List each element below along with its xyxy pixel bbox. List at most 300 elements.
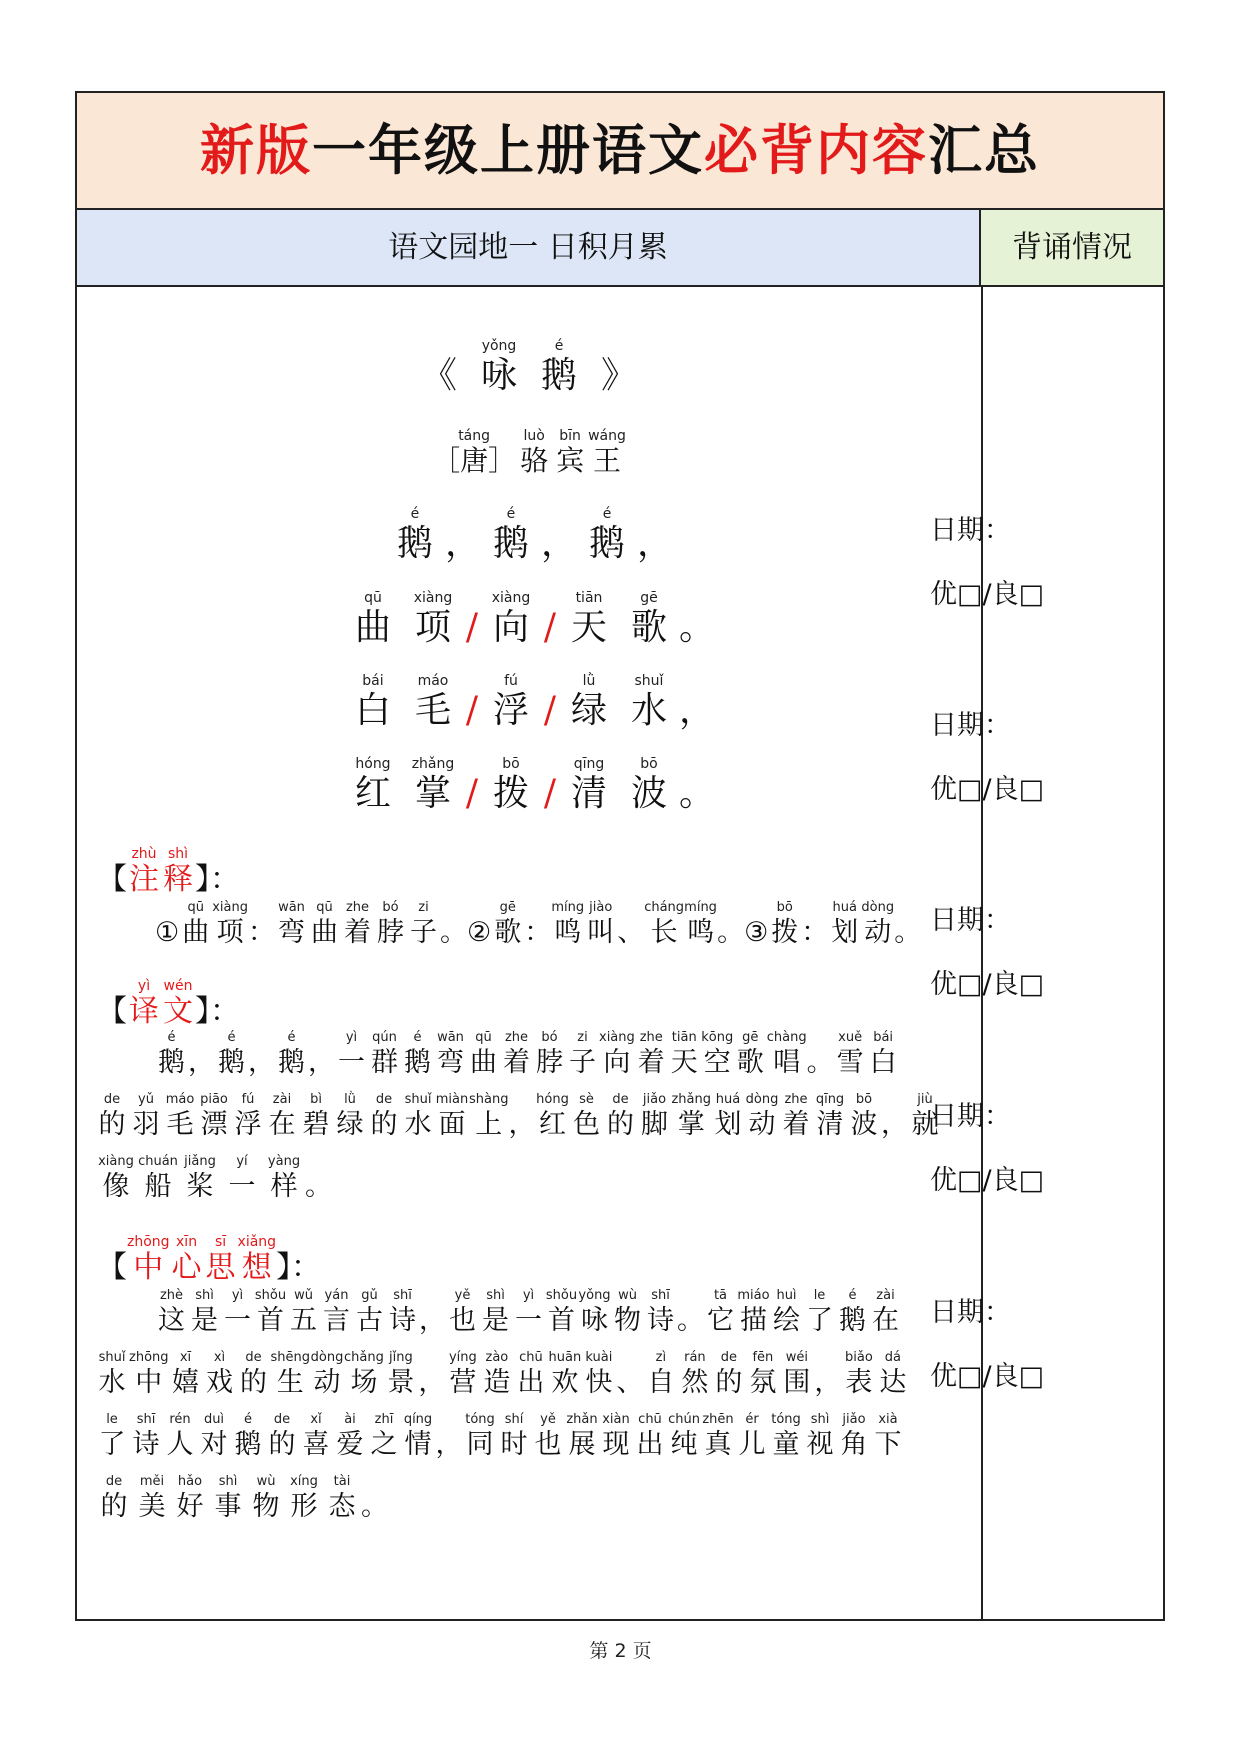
punctuation [248,1029,275,1078]
hanzi: 现 [602,1429,630,1460]
pinyin: xiàng [212,900,248,915]
punctuation [188,1029,215,1078]
pinyin: bō [855,1092,873,1107]
pinyin: wǔ [294,1288,313,1303]
hanzi: 漂 [200,1109,228,1140]
pinyin: chàng [766,1030,807,1045]
hanzi: 五 [290,1305,317,1336]
pinyin: zhōng [127,1234,170,1250]
hanzi-with-pinyin [401,1091,435,1140]
hanzi: 诗 [132,1429,160,1460]
theme-line-2 [95,1349,910,1398]
hanzi: 项 [216,917,244,948]
hanzi: 真 [704,1429,732,1460]
hanzi: 也 [534,1429,562,1460]
hanzi: 水 [404,1109,432,1140]
hanzi: 古 [356,1305,383,1336]
punctuation [717,899,744,948]
pinyin: zi [577,1030,588,1045]
pinyin: é [554,338,564,354]
hanzi-with-pinyin [611,1287,644,1336]
hanzi: 。 [305,1171,332,1202]
pinyin: shī [651,1288,670,1303]
hanzi: 言 [323,1305,350,1336]
hanzi-with-pinyin [221,1287,254,1336]
pinyin: kōng [701,1030,734,1045]
pause-slash [463,672,481,731]
hanzi: 。 [678,607,715,648]
hanzi-with-pinyin [746,1349,780,1398]
hanzi-with-pinyin [197,1091,231,1140]
hanzi-with-pinyin [565,1411,599,1460]
hanzi-with-pinyin [745,1091,779,1140]
hanzi-with-pinyin [619,672,679,731]
pinyin: táng [458,428,491,444]
hanzi-with-pinyin [481,755,541,814]
hanzi: 文 [163,994,193,1029]
translation-line-3 [95,1153,332,1202]
pinyin: zhe [504,1030,529,1045]
hanzi: 鹅 [492,523,529,564]
hanzi-with-pinyin [529,337,589,396]
hanzi: 儿 [738,1429,766,1460]
hanzi-with-pinyin [481,589,541,648]
hanzi-with-pinyin [343,755,403,814]
page-number: 第 2 页 [589,1640,652,1662]
hanzi: 鹅 [404,1047,431,1078]
bracket-text: 》 [600,355,637,396]
hanzi-with-pinyin [599,1411,633,1460]
hanzi: ： [247,917,275,948]
hanzi-with-pinyin [619,589,679,648]
hanzi: 骆 [520,444,549,477]
hanzi-with-pinyin [367,1091,401,1140]
hanzi: 毛 [166,1109,194,1140]
hanzi-with-pinyin [678,1349,712,1398]
punctuation [894,899,921,948]
pinyin: qīng [573,756,605,772]
pinyin: de [612,1092,629,1107]
pinyin: máo [417,673,449,689]
hanzi: 曲 [470,1047,497,1078]
hanzi: 自 [647,1367,675,1398]
hanzi: 思 [205,1250,236,1285]
pinyin: luò [523,428,545,444]
hanzi: 桨 [186,1171,214,1202]
pinyin: tiān [575,590,603,606]
hanzi: ① [155,917,180,948]
hanzi-with-pinyin [170,1233,204,1286]
hanzi: ， [248,1047,275,1078]
hanzi: 然 [681,1367,709,1398]
punctuation [440,899,467,948]
pinyin: wān [437,1030,464,1045]
hanzi-with-pinyin [847,1091,881,1140]
pinyin: chuán [138,1154,178,1169]
title-part-1: 新版 [200,119,312,182]
hanzi: 时 [500,1429,528,1460]
record-date-label: 日期： [930,1297,1011,1328]
hanzi-with-pinyin [215,1029,248,1078]
punctuation [637,505,673,564]
hanzi-with-pinyin [231,1091,265,1140]
pause-slash [463,755,481,814]
hanzi-with-pinyin [834,1029,867,1078]
hanzi: 嬉 [172,1367,200,1398]
hanzi: 首 [257,1305,284,1336]
pinyin: fú [241,1092,255,1107]
hanzi-with-pinyin [871,1411,905,1460]
hanzi: 达 [879,1367,907,1398]
hanzi: 鹅 [839,1305,866,1336]
pinyin: zài [272,1092,292,1107]
hanzi-with-pinyin [197,1411,231,1460]
pinyin: zhe [345,900,370,915]
hanzi-with-pinyin [633,1411,667,1460]
hanzi: 向 [603,1047,631,1078]
hanzi: 雪 [836,1047,864,1078]
hanzi-with-pinyin [209,1473,247,1522]
hanzi: 曲 [310,917,338,948]
section-title: 语文园地一 日积月累 [77,210,981,287]
hanzi: ， [419,1305,446,1336]
pinyin: jiǎng [184,1154,216,1169]
hanzi-with-pinyin [129,1411,163,1460]
hanzi-with-pinyin [265,1091,299,1140]
hanzi: 清 [816,1109,844,1140]
record-grade-checkboxes[interactable]: 优□/良□ [930,579,1045,610]
hanzi-with-pinyin [735,1411,769,1460]
hanzi-with-pinyin [711,1091,745,1140]
pinyin: yí [236,1154,248,1169]
hanzi: 咏 [480,355,517,396]
hanzi-with-pinyin [155,1029,188,1078]
pinyin: é [848,1288,857,1303]
translation-line-1 [155,1029,900,1078]
pinyin: zì [655,1350,667,1365]
hanzi-with-pinyin [333,1411,367,1460]
hanzi: 鸣 [554,917,582,948]
hanzi: 营 [449,1367,477,1398]
hanzi: 。 [677,1305,704,1336]
pinyin: yǒng [481,338,517,354]
hanzi: 绿 [570,690,607,731]
hanzi: 的 [240,1367,268,1398]
translation-heading [97,977,240,1030]
punctuation [744,899,768,948]
bracket [97,1233,127,1286]
poem-line4 [77,755,981,814]
hanzi: 上 [475,1109,503,1140]
hanzi: 红 [354,773,391,814]
hanzi-with-pinyin [95,1411,129,1460]
hanzi: 曲 [182,917,210,948]
hanzi-with-pinyin [308,899,341,948]
pinyin: shì [167,846,189,862]
hanzi-with-pinyin [481,672,541,731]
pinyin: qū [316,900,333,915]
hanzi: 的 [98,1109,126,1140]
hanzi-with-pinyin [803,1411,837,1460]
hanzi: 。 [361,1491,388,1522]
hanzi-with-pinyin [127,1233,170,1286]
theme-line-1 [155,1287,902,1336]
record-grade-checkboxes[interactable]: 优□/良□ [930,1361,1045,1392]
hanzi-with-pinyin [254,1287,287,1336]
hanzi-with-pinyin [712,1349,746,1398]
hanzi: 色 [572,1109,600,1140]
hanzi: 译 [129,994,159,1029]
hanzi: 一 [338,1047,365,1078]
hanzi: 毛 [414,690,451,731]
hanzi-with-pinyin [129,1349,169,1398]
pinyin: lǜ [344,1092,356,1107]
hanzi-with-pinyin [127,845,161,898]
punctuation [807,1029,834,1078]
hanzi: 波 [850,1109,878,1140]
punctuation [524,899,551,948]
punctuation [679,672,715,731]
hanzi: ， [308,1047,335,1078]
hanzi: 浮 [492,690,529,731]
hanzi: 拨 [771,917,799,948]
hanzi: 是 [191,1305,218,1336]
bracket [195,977,240,1030]
hanzi: 展 [568,1429,596,1460]
hanzi-with-pinyin [343,672,403,731]
hanzi-with-pinyin [335,1029,368,1078]
hanzi-with-pinyin [171,1473,209,1522]
hanzi: 脚 [640,1109,668,1140]
hanzi: 的 [100,1491,128,1522]
pause-slash [541,755,559,814]
pinyin: yǔ [138,1092,154,1107]
hanzi-with-pinyin [163,1091,197,1140]
pinyin: bì [310,1092,322,1107]
pinyin: hóng [536,1092,569,1107]
hanzi-with-pinyin [137,1153,179,1202]
hanzi-with-pinyin [469,337,529,396]
hanzi: ， [540,523,577,564]
hanzi-with-pinyin [238,1233,277,1286]
pinyin: qū [187,900,204,915]
hanzi-with-pinyin [481,505,541,564]
pinyin: de [105,1474,123,1489]
record-date-label: 日期： [930,1101,1011,1132]
record-grade-checkboxes[interactable]: 优□/良□ [930,1165,1045,1196]
punctuation [361,1473,388,1522]
pinyin: jiǎo [642,1092,667,1107]
hanzi: 天 [670,1047,698,1078]
hanzi: ： [524,917,552,948]
hanzi-with-pinyin [247,1473,285,1522]
title-part-3: 必背内容 [704,119,928,182]
hanzi: 水 [630,690,667,731]
pinyin: zào [485,1350,509,1365]
hanzi-with-pinyin [403,589,463,648]
punctuation [418,1349,446,1398]
pinyin: měi [139,1474,165,1489]
hanzi-with-pinyin [204,1233,238,1286]
hanzi-with-pinyin [237,1349,271,1398]
bracket-text: 】： [195,862,240,897]
hanzi-with-pinyin [353,1287,386,1336]
pinyin: zài [876,1288,895,1303]
pinyin: bó [382,900,399,915]
hanzi-with-pinyin [566,1029,599,1078]
hanzi: 一 [515,1305,542,1336]
hanzi-with-pinyin [491,899,524,948]
pinyin: xīn [176,1234,198,1250]
hanzi: 着 [503,1047,530,1078]
hanzi: 美 [138,1491,166,1522]
pinyin: jiǎo [842,1412,866,1427]
pinyin: zhōng [129,1350,169,1365]
theme-line-4 [95,1473,388,1522]
hanzi: 是 [482,1305,509,1336]
punctuation [435,1411,463,1460]
column-divider [981,287,983,1621]
hanzi-with-pinyin [559,672,619,731]
hanzi-with-pinyin [514,1349,548,1398]
hanzi: 。 [806,1047,834,1078]
pinyin: ài [344,1412,356,1427]
hanzi-with-pinyin [876,1349,910,1398]
pinyin: huì [776,1288,797,1303]
hanzi: ， [881,1109,909,1140]
pinyin: é [410,506,420,522]
pinyin: yì [137,978,151,994]
pause-slash [541,589,559,648]
pinyin: yán [324,1288,349,1303]
hanzi: 它 [707,1305,734,1336]
hanzi: 的 [268,1429,296,1460]
pinyin: yě [540,1412,556,1427]
hanzi: 面 [438,1109,466,1140]
hanzi: 碧 [302,1109,330,1140]
hanzi-with-pinyin [769,1411,803,1460]
pinyin: miáo [737,1288,770,1303]
hanzi: 动 [313,1367,341,1398]
pause-slash [463,589,481,648]
hanzi: 好 [176,1491,204,1522]
hanzi: 歌 [494,917,522,948]
bracket-text: 】： [195,994,240,1029]
hanzi: 鹅 [218,1047,245,1078]
hanzi: 鸣 [687,917,715,948]
pinyin: jiào [589,900,613,915]
hanzi: 项 [414,607,451,648]
pinyin: de [720,1350,738,1365]
pinyin: tiān [671,1030,697,1045]
pinyin: jiù [917,1092,933,1107]
pinyin: xiàn [602,1412,630,1427]
hanzi-with-pinyin [161,845,195,898]
hanzi: ， [814,1367,842,1398]
hanzi-with-pinyin [780,1349,814,1398]
punctuation [677,1287,704,1336]
hanzi: 生 [276,1367,304,1398]
hanzi: 、 [616,1367,644,1398]
pinyin: xià [878,1412,898,1427]
pinyin: cháng [644,900,685,915]
hanzi: 红 [538,1109,566,1140]
hanzi-with-pinyin [813,1091,847,1140]
hanzi-with-pinyin [552,427,588,477]
pinyin: tā [713,1288,728,1303]
hanzi: 群 [371,1047,398,1078]
pinyin: de [245,1350,262,1365]
pinyin: yě [454,1288,471,1303]
hanzi: 羽 [132,1109,160,1140]
record-grade-checkboxes[interactable]: 优□/良□ [930,969,1045,1000]
hanzi: 子 [409,917,437,948]
hanzi: 之 [370,1429,398,1460]
hanzi: ， [678,690,715,731]
hanzi: 波 [630,773,667,814]
pinyin: bái [362,673,384,689]
record-grade-checkboxes[interactable]: 优□/良□ [930,774,1045,805]
hanzi: 表 [845,1367,873,1398]
punctuation [467,899,491,948]
hanzi-with-pinyin [582,1349,616,1398]
hanzi-with-pinyin [599,1029,635,1078]
pinyin: xiǎng [237,1234,277,1250]
hanzi-with-pinyin [701,1029,734,1078]
pinyin: shuǐ [404,1092,432,1107]
hanzi-with-pinyin [644,1349,678,1398]
hanzi-with-pinyin [386,1287,419,1336]
hanzi-with-pinyin [344,1349,384,1398]
hanzi-with-pinyin [435,1091,469,1140]
pinyin: zhǎng [411,756,455,772]
hanzi-with-pinyin [559,755,619,814]
hanzi-with-pinyin [401,1411,435,1460]
pinyin: hǎo [177,1474,203,1489]
hanzi: 释 [163,862,193,897]
notes-line [155,899,921,948]
pinyin: xī [179,1350,192,1365]
pinyin: zhǎn [566,1412,598,1427]
hanzi: 鹅 [234,1429,262,1460]
pinyin: le [106,1412,118,1427]
punctuation [814,1349,842,1398]
hanzi-with-pinyin [367,1411,401,1460]
hanzi: 划 [831,917,859,948]
hanzi: ， [418,1367,446,1398]
hanzi: 着 [343,917,371,948]
hanzi-with-pinyin [203,1349,237,1398]
pinyin: máo [165,1092,195,1107]
punctuation [881,1091,908,1140]
pinyin: dòng [861,900,895,915]
hanzi: ， [508,1109,536,1140]
pinyin: yàng [267,1154,301,1169]
hanzi: ， [637,523,674,564]
hanzi: 鹅 [396,523,433,564]
punctuation [679,589,715,648]
pinyin: bō [776,900,793,915]
hanzi-with-pinyin [467,1029,500,1078]
hanzi: 鹅 [278,1047,305,1078]
content-area [77,287,981,1621]
pinyin: tóng [465,1412,495,1427]
pinyin: shì [195,1288,214,1303]
hanzi: 。 [678,773,715,814]
punctuation [305,1153,332,1202]
pinyin: gǔ [361,1288,378,1303]
hanzi-with-pinyin [667,1411,701,1460]
